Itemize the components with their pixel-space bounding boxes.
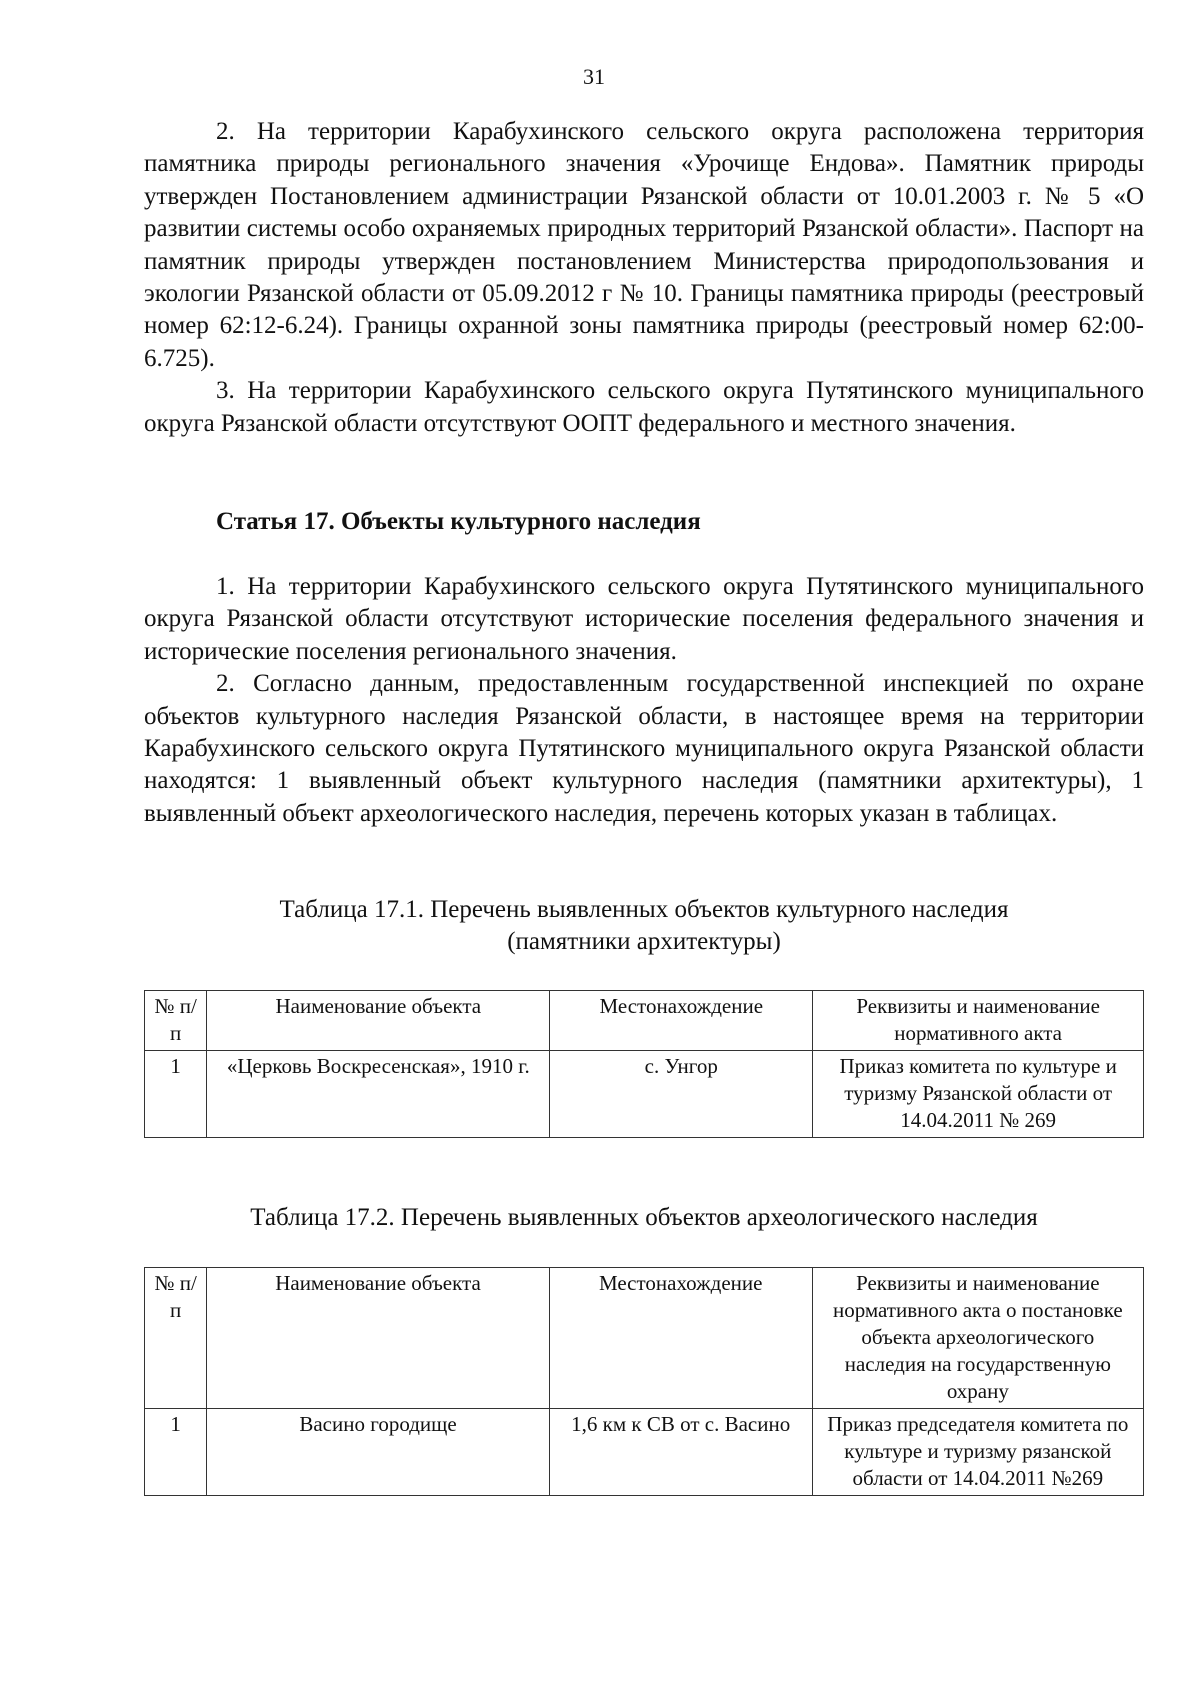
article-heading: Статья 17. Объекты культурного наследия: [216, 508, 701, 535]
table-cell: с. Унгор: [550, 1051, 813, 1138]
table-cell: 1,6 км к СВ от с. Васино: [549, 1409, 812, 1496]
header-cell: Местонахождение: [549, 1268, 812, 1409]
header-cell: Реквизиты и наименование нормативного акта: [813, 991, 1144, 1051]
section-paragraphs-oopt: [144, 116, 1144, 440]
table-header-row: [145, 1268, 1144, 1409]
table-architecture-monuments: [144, 990, 1144, 1138]
paragraph: 2. Согласно данным, предоставленным государственной инспекцией по охране объектов культурного наследия Рязанской области, в настоящее время на территории Карабухинского сельского округа Путятинского муниципального округа Рязанской области находятся: 1 выявленный объект культурного наследия (памятники архитектуры), 1 выявленный объект археологического наследия, перечень которых указан в таблицах.: [144, 670, 1144, 827]
paragraph: 3. На территории Карабухинского сельского округа Путятинского муниципального округа Рязанской области отсутствуют ООПТ федерального и местного значения.: [144, 377, 1144, 437]
table1-caption-line2: (памятники архитектуры): [507, 928, 781, 955]
section-paragraphs-heritage: [144, 571, 1144, 830]
table2-caption: Таблица 17.2. Перечень выявленных объектов археологического наследия: [250, 1204, 1038, 1231]
table-cell: Васино городище: [207, 1409, 549, 1496]
table-archaeological-heritage: [144, 1267, 1144, 1496]
table-row: [145, 1409, 1144, 1496]
header-cell: № п/п: [145, 1268, 207, 1409]
header-cell: № п/п: [145, 991, 207, 1051]
page-number: 31: [583, 64, 605, 89]
table1-caption: [144, 894, 1144, 958]
header-cell: Местонахождение: [550, 991, 813, 1051]
paragraph: 1. На территории Карабухинского сельского округа Путятинского муниципального округа Рязанской области отсутствуют исторические поселения федерального значения и исторические поселения регионального значения.: [144, 573, 1144, 665]
table-cell: Приказ комитета по культуре и туризму Рязанской области от 14.04.2011 № 269: [813, 1051, 1144, 1138]
header-cell: Наименование объекта: [207, 1268, 549, 1409]
header-cell: Реквизиты и наименование нормативного акта о постановке объекта археологического наследия на государственную охрану: [812, 1268, 1143, 1409]
paragraph: 2. На территории Карабухинского сельского округа расположена территория памятника природы регионального значения «Урочище Ендова». Памятник природы утвержден Постановлением администрации Рязанской области от 10.01.2003 г. № 5 «О развитии системы особо охраняемых природных территорий Рязанской области». Паспорт на памятник природы утвержден постановлением Министерства природопользования и экологии Рязанской области от 05.09.2012 г № 10. Границы памятника природы (реестровый номер 62:12-6.24). Границы охранной зоны памятника природы (реестровый номер 62:00-6.725).: [144, 118, 1144, 372]
table-cell: 1: [145, 1409, 207, 1496]
table1-caption-line1: Таблица 17.1. Перечень выявленных объектов культурного наследия: [279, 896, 1009, 923]
table-cell: «Церковь Воскресенская», 1910 г.: [207, 1051, 550, 1138]
table-header-row: [145, 991, 1144, 1051]
table-cell: Приказ председателя комитета по культуре и туризму рязанской области от 14.04.2011 №269: [812, 1409, 1143, 1496]
table-row: [145, 1051, 1144, 1138]
header-cell: Наименование объекта: [207, 991, 550, 1051]
table-cell: 1: [145, 1051, 207, 1138]
